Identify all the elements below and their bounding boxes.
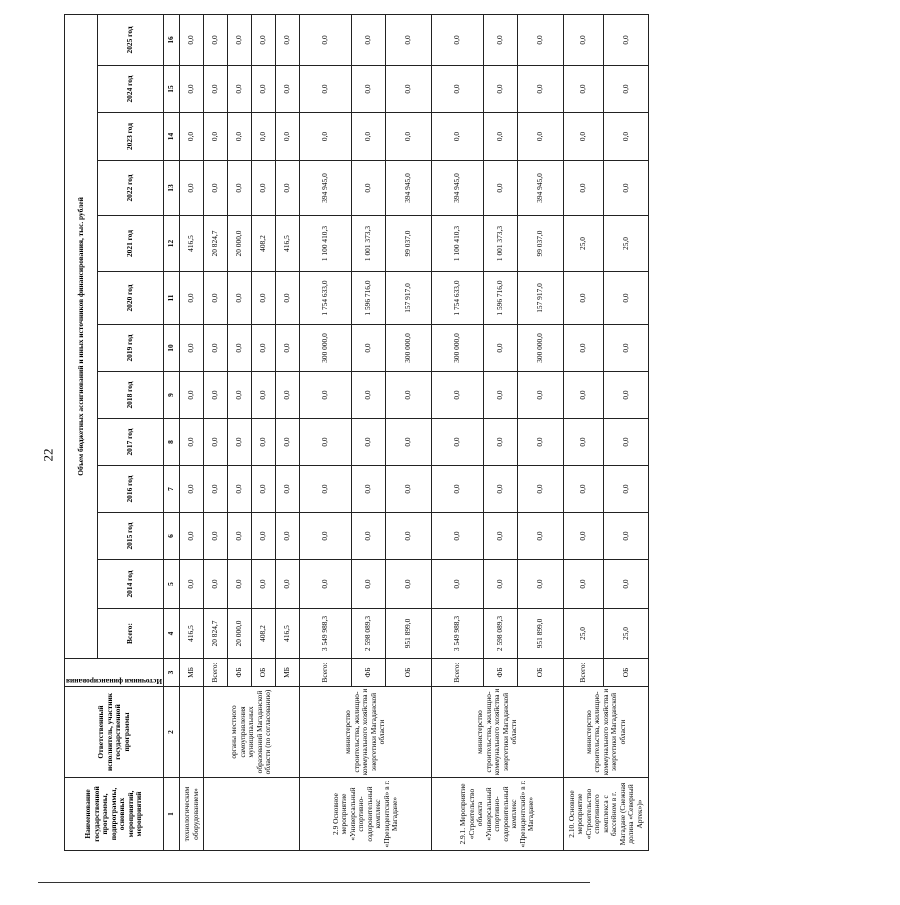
- year-value-cell: 0,0: [432, 14, 484, 65]
- year-value-cell: 0,0: [228, 419, 252, 466]
- year-value-cell: 300 000,0: [300, 325, 352, 372]
- year-value-cell: 0,0: [604, 513, 649, 560]
- year-value-cell: 1 754 633,0: [432, 272, 484, 325]
- year-value-cell: 0,0: [276, 513, 300, 560]
- year-value-cell: 0,0: [484, 372, 518, 419]
- page-number: 22: [40, 448, 55, 462]
- total-value-cell: 20 000,0: [228, 609, 252, 659]
- column-number: 14: [164, 113, 180, 161]
- year-value-cell: 0,0: [180, 325, 204, 372]
- header-year: 2015 год: [98, 513, 164, 560]
- year-value-cell: 0,0: [432, 372, 484, 419]
- year-value-cell: 0,0: [204, 372, 228, 419]
- column-number: 7: [164, 466, 180, 513]
- year-value-cell: 0,0: [300, 419, 352, 466]
- header-year: 2017 год: [98, 419, 164, 466]
- header-source: [65, 659, 164, 687]
- year-value-cell: 0,0: [484, 113, 518, 161]
- year-value-cell: 0,0: [180, 272, 204, 325]
- year-value-cell: 0,0: [300, 14, 352, 65]
- source-cell: МБ: [180, 659, 204, 687]
- year-value-cell: 0,0: [352, 419, 386, 466]
- year-value-cell: 0,0: [180, 66, 204, 113]
- year-value-cell: 0,0: [252, 14, 276, 65]
- total-value-cell: 20 824,7: [204, 609, 228, 659]
- year-value-cell: 0,0: [204, 66, 228, 113]
- header-executor: Ответственный исполнитель, участник государственной программы: [65, 687, 164, 778]
- year-value-cell: 25,0: [604, 216, 649, 272]
- column-number: 9: [164, 372, 180, 419]
- header-funding: Объем бюджетных ассигнований и иных источников финансирования, тыс. рублей: [65, 14, 98, 658]
- total-value-cell: 25,0: [604, 609, 649, 659]
- year-value-cell: 0,0: [604, 372, 649, 419]
- year-value-cell: 0,0: [228, 325, 252, 372]
- year-value-cell: 0,0: [352, 325, 386, 372]
- total-value-cell: 951 899,0: [518, 609, 564, 659]
- year-value-cell: 0,0: [204, 113, 228, 161]
- year-value-cell: 0,0: [228, 372, 252, 419]
- year-value-cell: 0,0: [484, 14, 518, 65]
- year-value-cell: 0,0: [252, 466, 276, 513]
- executor-cell: органы местного самоуправления муниципальных образований Магаданской области (по согласованию): [204, 687, 300, 778]
- year-value-cell: 0,0: [180, 419, 204, 466]
- executor-cell: министерство строительства, жилищно-коммунального хозяйства и энергетики Магаданской области: [300, 687, 432, 778]
- year-value-cell: 0,0: [518, 466, 564, 513]
- source-cell: Всего:: [432, 659, 484, 687]
- year-value-cell: 0,0: [386, 113, 432, 161]
- year-value-cell: 0,0: [386, 560, 432, 609]
- year-value-cell: 0,0: [484, 419, 518, 466]
- year-value-cell: 0,0: [204, 161, 228, 216]
- year-value-cell: 394 945,0: [386, 161, 432, 216]
- year-value-cell: 0,0: [564, 466, 604, 513]
- column-number: 6: [164, 513, 180, 560]
- year-value-cell: 157 917,0: [518, 272, 564, 325]
- year-value-cell: 0,0: [484, 513, 518, 560]
- header-year: 2019 год: [98, 325, 164, 372]
- year-value-cell: 1 100 410,3: [432, 216, 484, 272]
- year-value-cell: 20 824,7: [204, 216, 228, 272]
- year-value-cell: 0,0: [204, 325, 228, 372]
- table-row: [564, 14, 604, 850]
- year-value-cell: 0,0: [518, 113, 564, 161]
- total-value-cell: 25,0: [564, 609, 604, 659]
- year-value-cell: 0,0: [518, 513, 564, 560]
- year-value-cell: 0,0: [352, 372, 386, 419]
- year-value-cell: 1 100 410,3: [300, 216, 352, 272]
- source-cell: ФБ: [484, 659, 518, 687]
- budget-table: [64, 14, 649, 851]
- source-cell: Всего:: [300, 659, 352, 687]
- year-value-cell: 0,0: [484, 560, 518, 609]
- header-year: 2023 год: [98, 113, 164, 161]
- source-cell: ОБ: [518, 659, 564, 687]
- source-cell: ФБ: [228, 659, 252, 687]
- year-value-cell: 25,0: [564, 216, 604, 272]
- year-value-cell: 0,0: [386, 372, 432, 419]
- year-value-cell: 0,0: [276, 560, 300, 609]
- total-value-cell: 2 598 089,3: [352, 609, 386, 659]
- column-number: 16: [164, 14, 180, 65]
- column-number-row: [164, 14, 180, 850]
- year-value-cell: 1 001 373,3: [484, 216, 518, 272]
- year-value-cell: 20 000,0: [228, 216, 252, 272]
- year-value-cell: 0,0: [564, 513, 604, 560]
- total-value-cell: 3 549 988,3: [300, 609, 352, 659]
- year-value-cell: 0,0: [300, 113, 352, 161]
- year-value-cell: 0,0: [204, 14, 228, 65]
- year-value-cell: 0,0: [386, 466, 432, 513]
- year-value-cell: 0,0: [432, 560, 484, 609]
- year-value-cell: 0,0: [564, 560, 604, 609]
- year-value-cell: 416,5: [180, 216, 204, 272]
- column-number: 4: [164, 609, 180, 659]
- year-value-cell: 0,0: [432, 419, 484, 466]
- year-value-cell: 0,0: [604, 466, 649, 513]
- year-value-cell: 0,0: [252, 419, 276, 466]
- year-value-cell: 0,0: [518, 419, 564, 466]
- year-value-cell: 0,0: [300, 560, 352, 609]
- year-value-cell: 0,0: [180, 560, 204, 609]
- source-cell: ОБ: [386, 659, 432, 687]
- source-cell: ФБ: [352, 659, 386, 687]
- year-value-cell: 0,0: [604, 113, 649, 161]
- total-value-cell: 408,2: [252, 609, 276, 659]
- year-value-cell: 300 000,0: [432, 325, 484, 372]
- source-cell: Всего:: [564, 659, 604, 687]
- year-value-cell: 0,0: [180, 161, 204, 216]
- header-year: 2016 год: [98, 466, 164, 513]
- year-value-cell: 0,0: [228, 161, 252, 216]
- year-value-cell: 0,0: [604, 14, 649, 65]
- year-value-cell: 394 945,0: [518, 161, 564, 216]
- table-body: [180, 14, 649, 850]
- year-value-cell: 0,0: [604, 272, 649, 325]
- source-cell: Всего:: [204, 659, 228, 687]
- total-value-cell: 416,5: [180, 609, 204, 659]
- row-name-cell: 2.9.1. Мероприятие «Строительство объекта «Универсальный спортивно-оздоровительный комплекс «Президентский» в г. Магадане»: [432, 778, 564, 851]
- year-value-cell: 0,0: [228, 14, 252, 65]
- header-name: Наименование государственной программы, подпрограммы, основных мероприятий, мероприятий: [65, 778, 164, 851]
- column-number: 15: [164, 66, 180, 113]
- year-value-cell: 0,0: [484, 325, 518, 372]
- year-value-cell: 0,0: [204, 513, 228, 560]
- source-cell: МБ: [276, 659, 300, 687]
- year-value-cell: 0,0: [352, 113, 386, 161]
- year-value-cell: 0,0: [180, 466, 204, 513]
- row-name-cell: [204, 778, 300, 851]
- year-value-cell: 0,0: [300, 66, 352, 113]
- year-value-cell: 0,0: [252, 325, 276, 372]
- year-value-cell: 0,0: [518, 560, 564, 609]
- year-value-cell: 416,5: [276, 216, 300, 272]
- year-value-cell: 0,0: [228, 113, 252, 161]
- column-number: 8: [164, 419, 180, 466]
- rotated-table-container: [64, 15, 644, 851]
- year-value-cell: 0,0: [518, 14, 564, 65]
- year-value-cell: 0,0: [276, 372, 300, 419]
- year-value-cell: 0,0: [352, 14, 386, 65]
- year-value-cell: 0,0: [228, 66, 252, 113]
- year-value-cell: 0,0: [180, 14, 204, 65]
- total-value-cell: 416,5: [276, 609, 300, 659]
- executor-cell: министерство строительства, жилищно-коммунального хозяйства и энергетики Магаданской области: [564, 687, 649, 778]
- column-number: 1: [164, 778, 180, 851]
- year-value-cell: 0,0: [252, 372, 276, 419]
- year-value-cell: 394 945,0: [432, 161, 484, 216]
- year-value-cell: 0,0: [564, 161, 604, 216]
- year-value-cell: 0,0: [432, 513, 484, 560]
- year-value-cell: 0,0: [252, 113, 276, 161]
- header-year: 2020 год: [98, 272, 164, 325]
- total-value-cell: 2 598 089,3: [484, 609, 518, 659]
- bottom-rule: [38, 882, 590, 883]
- year-value-cell: 0,0: [604, 325, 649, 372]
- year-value-cell: 0,0: [204, 272, 228, 325]
- row-name-cell: 2.9 Основное мероприятие «Универсальный спортивно-оздоровительный комплекс «Президентский» в г. Магадане»: [300, 778, 432, 851]
- year-value-cell: 0,0: [300, 466, 352, 513]
- year-value-cell: 0,0: [564, 419, 604, 466]
- budget-table-frame: [64, 15, 900, 848]
- year-value-cell: 1 001 373,3: [352, 216, 386, 272]
- header-year: 2024 год: [98, 66, 164, 113]
- column-number: 12: [164, 216, 180, 272]
- year-value-cell: 0,0: [352, 513, 386, 560]
- year-value-cell: 0,0: [228, 272, 252, 325]
- year-value-cell: 0,0: [518, 66, 564, 113]
- year-value-cell: 0,0: [564, 66, 604, 113]
- year-value-cell: 408,2: [252, 216, 276, 272]
- column-number: 13: [164, 161, 180, 216]
- executor-cell: [180, 687, 204, 778]
- source-cell: ОБ: [604, 659, 649, 687]
- source-cell: ОБ: [252, 659, 276, 687]
- year-value-cell: 0,0: [604, 419, 649, 466]
- year-value-cell: 0,0: [228, 466, 252, 513]
- year-value-cell: 0,0: [276, 14, 300, 65]
- year-value-cell: 300 000,0: [386, 325, 432, 372]
- year-value-cell: 0,0: [564, 372, 604, 419]
- table-row: [300, 14, 352, 850]
- year-value-cell: 0,0: [484, 161, 518, 216]
- row-name-cell: 2.10. Основное мероприятие «Строительство спортивного комплекса с бассейном в г. Магадане (Снежная долина «Северный Артек»)»: [564, 778, 649, 851]
- year-value-cell: 0,0: [564, 113, 604, 161]
- total-value-cell: 951 899,0: [386, 609, 432, 659]
- year-value-cell: 0,0: [432, 113, 484, 161]
- year-value-cell: 0,0: [252, 560, 276, 609]
- year-value-cell: 0,0: [204, 466, 228, 513]
- column-number: 11: [164, 272, 180, 325]
- year-value-cell: 0,0: [276, 66, 300, 113]
- year-value-cell: 0,0: [204, 419, 228, 466]
- table-row: [204, 14, 228, 850]
- year-value-cell: 1 754 633,0: [300, 272, 352, 325]
- year-value-cell: 0,0: [228, 560, 252, 609]
- year-value-cell: 0,0: [386, 14, 432, 65]
- column-number: 3: [164, 659, 180, 687]
- year-value-cell: 0,0: [228, 513, 252, 560]
- year-value-cell: 1 596 716,0: [352, 272, 386, 325]
- executor-cell: министерство строительства, жилищно-коммунального хозяйства и энергетики Магаданской области: [432, 687, 564, 778]
- year-value-cell: 0,0: [484, 466, 518, 513]
- year-value-cell: 0,0: [276, 466, 300, 513]
- year-value-cell: 0,0: [484, 66, 518, 113]
- year-value-cell: 0,0: [180, 113, 204, 161]
- year-value-cell: 0,0: [352, 466, 386, 513]
- header-total: Всего:: [98, 609, 164, 659]
- header-year: 2025 год: [98, 14, 164, 65]
- year-value-cell: 0,0: [276, 113, 300, 161]
- year-value-cell: 0,0: [276, 161, 300, 216]
- year-value-cell: 0,0: [432, 466, 484, 513]
- table-row: [432, 14, 484, 850]
- table-row: [180, 14, 204, 850]
- year-value-cell: 0,0: [518, 372, 564, 419]
- year-value-cell: 1 596 716,0: [484, 272, 518, 325]
- year-value-cell: 0,0: [604, 66, 649, 113]
- header-year: 2021 год: [98, 216, 164, 272]
- header-year: 2018 год: [98, 372, 164, 419]
- year-value-cell: 0,0: [252, 513, 276, 560]
- year-value-cell: 300 000,0: [518, 325, 564, 372]
- year-value-cell: 0,0: [252, 66, 276, 113]
- column-number: 5: [164, 560, 180, 609]
- total-value-cell: 3 549 988,3: [432, 609, 484, 659]
- year-value-cell: 0,0: [276, 325, 300, 372]
- year-value-cell: 157 917,0: [386, 272, 432, 325]
- column-number: 10: [164, 325, 180, 372]
- year-value-cell: 0,0: [352, 66, 386, 113]
- header-year: 2014 год: [98, 560, 164, 609]
- year-value-cell: 0,0: [604, 161, 649, 216]
- year-value-cell: 0,0: [386, 419, 432, 466]
- row-name-cell: технологическим оборудованием»: [180, 778, 204, 851]
- year-value-cell: 0,0: [276, 272, 300, 325]
- column-number: 2: [164, 687, 180, 778]
- year-value-cell: 0,0: [204, 560, 228, 609]
- year-value-cell: 0,0: [564, 325, 604, 372]
- year-value-cell: 0,0: [180, 513, 204, 560]
- year-value-cell: 0,0: [352, 161, 386, 216]
- year-value-cell: 0,0: [432, 66, 484, 113]
- year-value-cell: 394 945,0: [300, 161, 352, 216]
- year-value-cell: 0,0: [276, 419, 300, 466]
- year-value-cell: 99 037,0: [518, 216, 564, 272]
- year-value-cell: 0,0: [564, 272, 604, 325]
- header-source-text: Источники финансирования: [66, 677, 163, 686]
- year-value-cell: 0,0: [386, 66, 432, 113]
- year-value-cell: 0,0: [252, 161, 276, 216]
- year-value-cell: 0,0: [300, 372, 352, 419]
- year-value-cell: 0,0: [604, 560, 649, 609]
- year-value-cell: 99 037,0: [386, 216, 432, 272]
- year-value-cell: 0,0: [300, 513, 352, 560]
- header-year: 2022 год: [98, 161, 164, 216]
- year-value-cell: 0,0: [386, 513, 432, 560]
- year-value-cell: 0,0: [352, 560, 386, 609]
- year-value-cell: 0,0: [564, 14, 604, 65]
- year-value-cell: 0,0: [252, 272, 276, 325]
- year-value-cell: 0,0: [180, 372, 204, 419]
